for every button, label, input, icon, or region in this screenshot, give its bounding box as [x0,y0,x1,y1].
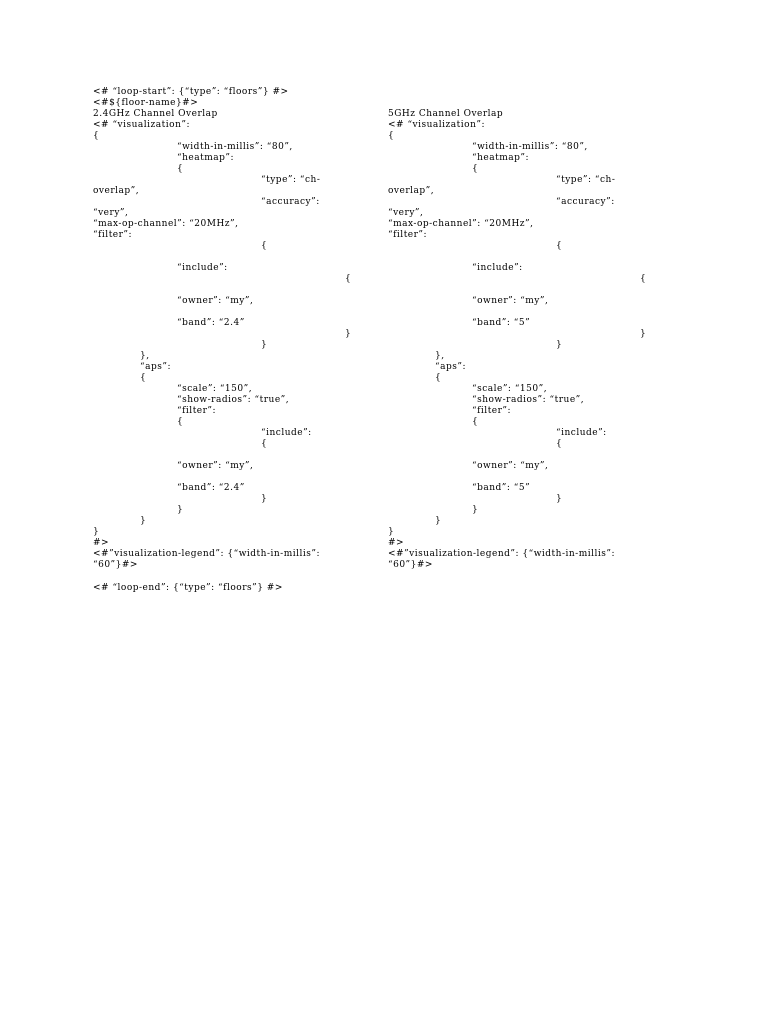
right-code-line: “filter”: [388,230,428,240]
left-code-line: “very”, [93,208,129,218]
right-code-line: { [472,164,479,174]
right-code-line: { [640,274,647,284]
right-code-line: { [435,373,442,383]
right-code-line: “type”: “ch- [556,175,616,185]
left-code-line: } [261,340,268,350]
left-code-line: overlap”, [93,186,140,196]
left-code-line: “show-radios”: “true”, [177,395,290,405]
left-code-line: } [345,329,352,339]
left-code-line: } [261,494,268,504]
left-code-line: “owner”: “my”, [177,461,254,471]
left-code-line: } [93,527,100,537]
right-code-line: “width-in-millis”: “80”, [472,142,588,152]
loop-end-line: <# “loop-end”: {“type”: “floors”} #> [93,583,283,593]
right-code-line: “very”, [388,208,424,218]
left-code-line: “band”: “2.4” [177,318,245,328]
right-code-line: “band”: “5” [472,318,531,328]
left-code-line: “filter”: [93,230,133,240]
left-code-line: “type”: “ch- [261,175,321,185]
left-code-line: #> [93,538,110,548]
right-code-line: } [556,340,563,350]
right-code-line: } [640,329,647,339]
right-code-line: { [472,417,479,427]
right-code-line: } [388,527,395,537]
loop-start-line: <# “loop-start”: {“type”: “floors”} #> [93,87,289,97]
left-code-line: { [140,373,147,383]
right-code-line: } [556,494,563,504]
right-code-line: } [435,516,442,526]
left-code-line: “filter”: [177,406,217,416]
right-code-line: “heatmap”: [472,153,530,163]
left-code-line: { [261,241,268,251]
left-code-line: “heatmap”: [177,153,235,163]
left-code-line: <#”visualization-legend”: {“width-in-millis”: [93,549,321,559]
left-code-line: “max-op-channel”: “20MHz”, [93,219,239,229]
left-code-line: “60”}#> [93,560,138,570]
left-code-line: “width-in-millis”: “80”, [177,142,293,152]
right-code-line: “accuracy”: [556,197,615,207]
right-code-line: “show-radios”: “true”, [472,395,585,405]
right-code-line: } [472,505,479,515]
left-code-line: “scale”: “150”, [177,384,253,394]
left-code-line: “include”: [261,428,312,438]
right-code-line: “owner”: “my”, [472,296,549,306]
right-code-line: “max-op-channel”: “20MHz”, [388,219,534,229]
left-code-line: }, [140,351,150,361]
right-code-line: “include”: [472,263,523,273]
left-code-line: { [177,164,184,174]
right-code-line: { [388,131,395,141]
left-code-line: { [177,417,184,427]
left-title: 2.4GHz Channel Overlap [93,109,218,119]
left-code-line: { [345,274,352,284]
right-code-line: “scale”: “150”, [472,384,548,394]
left-code-line: { [261,439,268,449]
left-code-line: “band”: “2.4” [177,483,245,493]
left-code-line: } [140,516,147,526]
left-code-line: “include”: [177,263,228,273]
left-code-line: } [177,505,184,515]
left-code-line: “aps”: [140,362,171,372]
right-title: 5GHz Channel Overlap [388,109,504,119]
right-code-line: { [556,439,563,449]
right-code-line: “filter”: [472,406,512,416]
right-code-line: “60”}#> [388,560,433,570]
left-code-line: “owner”: “my”, [177,296,254,306]
right-code-line: “band”: “5” [472,483,531,493]
right-code-line: <#”visualization-legend”: {“width-in-millis”: [388,549,616,559]
floor-name-line: <#${floor-name}#> [93,98,199,108]
right-code-line: “include”: [556,428,607,438]
right-code-line: overlap”, [388,186,435,196]
right-code-line: #> [388,538,405,548]
right-code-line: { [556,241,563,251]
right-code-line: “owner”: “my”, [472,461,549,471]
right-code-line: “aps”: [435,362,466,372]
left-code-line: <# “visualization”: [93,120,190,130]
left-code-line: { [93,131,100,141]
right-code-line: }, [435,351,445,361]
right-code-line: <# “visualization”: [388,120,485,130]
left-code-line: “accuracy”: [261,197,320,207]
